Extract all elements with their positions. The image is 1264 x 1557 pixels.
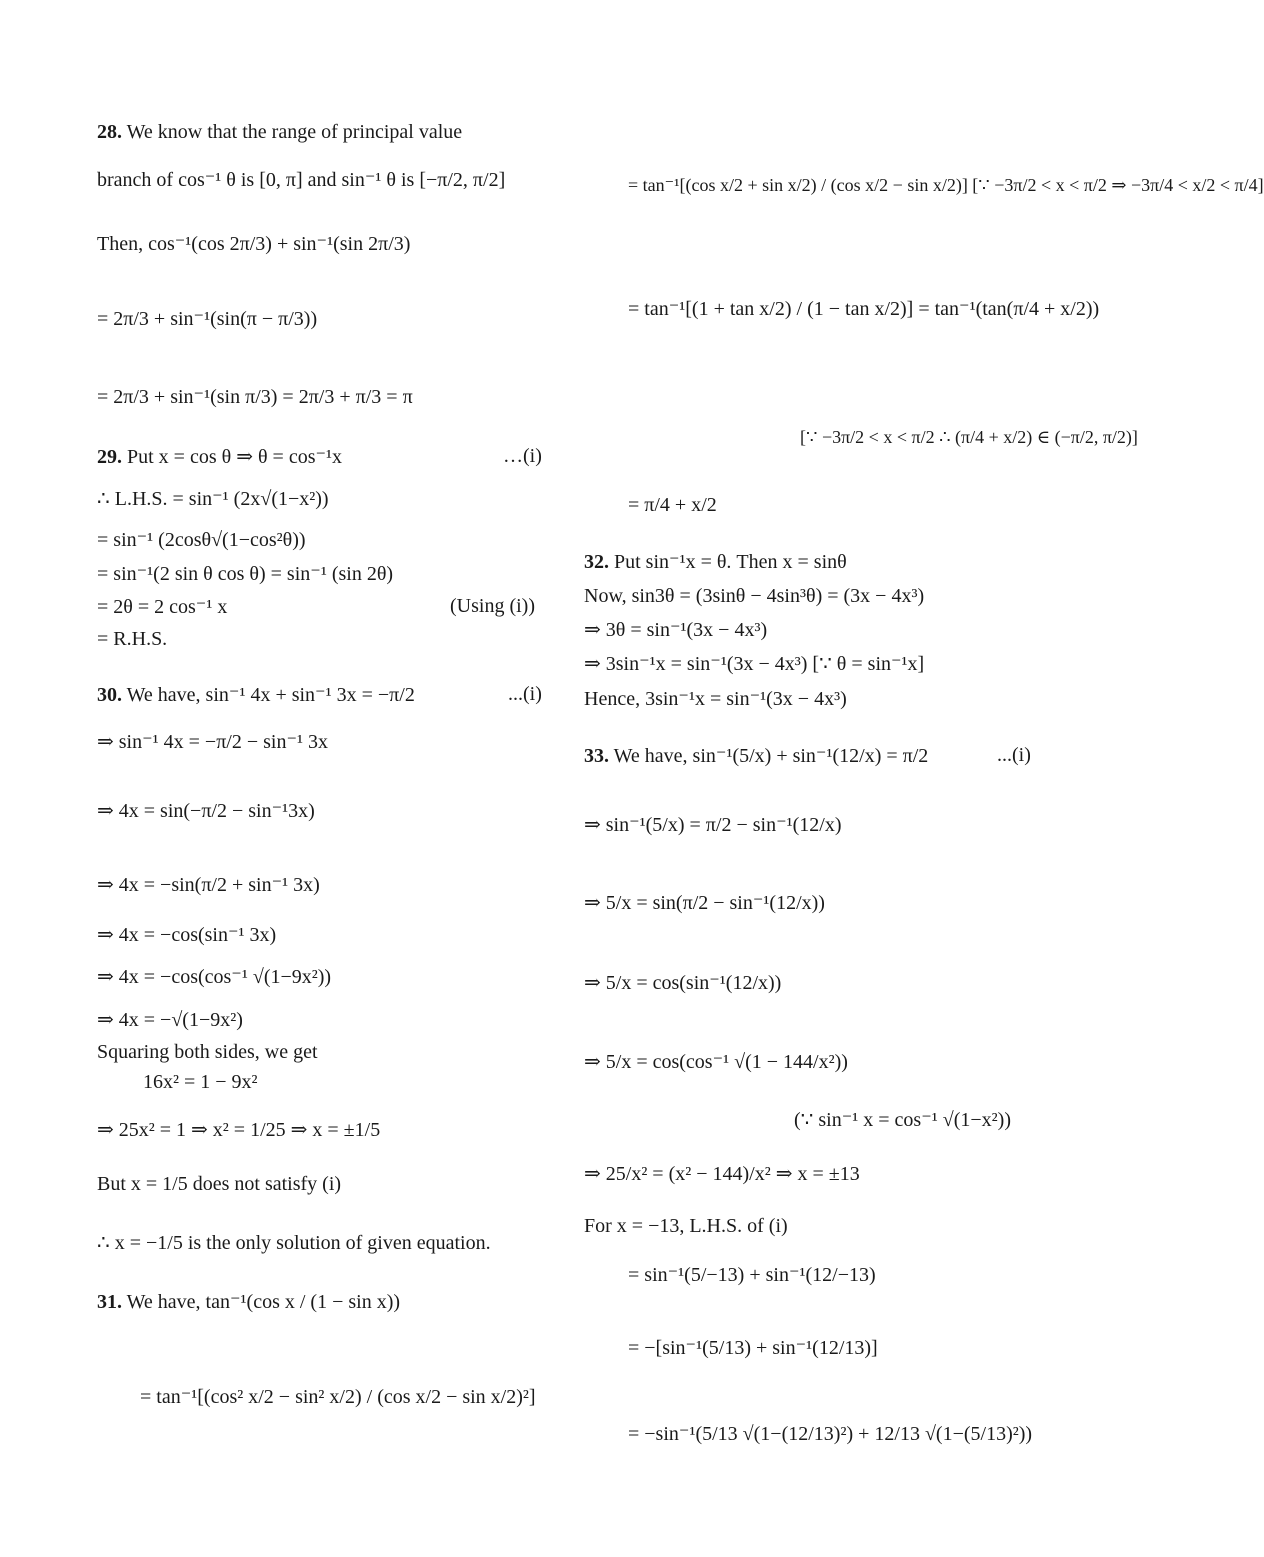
q33-line-2: ⇒ sin⁻¹(5/x) = π/2 − sin⁻¹(12/x) — [584, 814, 842, 836]
q33-line-7: ⇒ 25/x² = (x² − 144)/x² ⇒ x = ±13 — [584, 1163, 860, 1185]
q33-line-4: ⇒ 5/x = cos(sin⁻¹(12/x)) — [584, 972, 782, 994]
q33-line-11: = −sin⁻¹(5/13 √(1−(12/13)²) + 12/13 √(1−(5/13)²)) — [628, 1423, 1033, 1445]
q30-tag-i: ...(i) — [508, 683, 542, 705]
q30-line-6: ⇒ 4x = −cos(cos⁻¹ √(1−9x²)) — [97, 966, 332, 988]
q33-line-3: ⇒ 5/x = sin(π/2 − sin⁻¹(12/x)) — [584, 892, 825, 914]
q30-line-11: But x = 1/5 does not satisfy (i) — [97, 1173, 342, 1195]
q29-line-4: = sin⁻¹(2 sin θ cos θ) = sin⁻¹ (sin 2θ) — [97, 563, 394, 585]
q29-tag-using: (Using (i)) — [450, 595, 535, 617]
q28-line-5: = 2π/3 + sin⁻¹(sin π/3) = 2π/3 + π/3 = π — [97, 386, 413, 408]
q33-line-1: 33. We have, sin⁻¹(5/x) + sin⁻¹(12/x) = π/2 — [584, 745, 929, 767]
q33-tag-i: ...(i) — [997, 744, 1031, 766]
q31-line-1: 31. We have, tan⁻¹(cos x / (1 − sin x)) — [97, 1291, 401, 1313]
question-number: 31. — [97, 1291, 122, 1313]
q33-line-9: = sin⁻¹(5/−13) + sin⁻¹(12/−13) — [628, 1264, 876, 1286]
q30-line-1: 30. We have, sin⁻¹ 4x + sin⁻¹ 3x = −π/2 — [97, 684, 415, 706]
q31-cont-line-4: = π/4 + x/2 — [628, 494, 717, 516]
q31-cont-line-3: [∵ −3π/2 < x < π/2 ∴ (π/4 + x/2) ∈ (−π/2, π/2)] — [800, 427, 1138, 447]
q29-line-6: = R.H.S. — [97, 628, 168, 650]
q29-line-2: ∴ L.H.S. = sin⁻¹ (2x√(1−x²)) — [97, 488, 329, 510]
q30-line-3: ⇒ 4x = sin(−π/2 − sin⁻¹3x) — [97, 800, 315, 822]
q31-line-2: = tan⁻¹[(cos² x/2 − sin² x/2) / (cos x/2 − sin x/2)²] — [140, 1386, 536, 1408]
q30-line-5: ⇒ 4x = −cos(sin⁻¹ 3x) — [97, 924, 277, 946]
q31-cont-line-2: = tan⁻¹[(1 + tan x/2) / (1 − tan x/2)] = tan⁻¹(tan(π/4 + x/2)) — [628, 298, 1100, 320]
q32-line-3: ⇒ 3θ = sin⁻¹(3x − 4x³) — [584, 619, 768, 641]
question-number: 33. — [584, 745, 609, 767]
q29-tag-i: …(i) — [503, 445, 542, 467]
q28-line-2: branch of cos⁻¹ θ is [0, π] and sin⁻¹ θ is [−π/2, π/2] — [97, 169, 506, 191]
q29-line-5: = 2θ = 2 cos⁻¹ x — [97, 596, 228, 618]
q30-line-10: ⇒ 25x² = 1 ⇒ x² = 1/25 ⇒ x = ±1/5 — [97, 1119, 381, 1141]
q30-line-2: ⇒ sin⁻¹ 4x = −π/2 − sin⁻¹ 3x — [97, 731, 329, 753]
q29-line-1: 29. Put x = cos θ ⇒ θ = cos⁻¹x — [97, 446, 343, 468]
q28-line-1: 28. We know that the range of principal value — [97, 121, 463, 143]
question-number: 30. — [97, 684, 122, 706]
q29-line-3: = sin⁻¹ (2cosθ√(1−cos²θ)) — [97, 529, 306, 551]
q32-line-4: ⇒ 3sin⁻¹x = sin⁻¹(3x − 4x³) [∵ θ = sin⁻¹x] — [584, 653, 925, 675]
question-number: 28. — [97, 121, 122, 143]
question-number: 29. — [97, 446, 122, 468]
q28-line-3: Then, cos⁻¹(cos 2π/3) + sin⁻¹(sin 2π/3) — [97, 233, 411, 255]
q30-line-4: ⇒ 4x = −sin(π/2 + sin⁻¹ 3x) — [97, 874, 320, 896]
q33-line-5: ⇒ 5/x = cos(cos⁻¹ √(1 − 144/x²)) — [584, 1051, 848, 1073]
q32-line-5: Hence, 3sin⁻¹x = sin⁻¹(3x − 4x³) — [584, 688, 847, 710]
question-number: 32. — [584, 551, 609, 573]
q30-line-12: ∴ x = −1/5 is the only solution of given equation. — [97, 1232, 491, 1254]
q32-line-2: Now, sin3θ = (3sinθ − 4sin³θ) = (3x − 4x³) — [584, 585, 925, 607]
q30-line-7: ⇒ 4x = −√(1−9x²) — [97, 1009, 243, 1031]
q33-line-8: For x = −13, L.H.S. of (i) — [584, 1215, 788, 1237]
q32-line-1: 32. Put sin⁻¹x = θ. Then x = sinθ — [584, 551, 847, 573]
q28-line-4: = 2π/3 + sin⁻¹(sin(π − π/3)) — [97, 308, 318, 330]
q30-line-8: Squaring both sides, we get — [97, 1041, 318, 1063]
q33-line-10: = −[sin⁻¹(5/13) + sin⁻¹(12/13)] — [628, 1337, 878, 1359]
q30-line-9: 16x² = 1 − 9x² — [143, 1071, 258, 1093]
q31-cont-line-1: = tan⁻¹[(cos x/2 + sin x/2) / (cos x/2 − sin x/2)] [∵ −3π/2 < x < π/2 ⇒ −3π/4 < x/2 < π/4] — [628, 175, 1264, 195]
q33-line-6: (∵ sin⁻¹ x = cos⁻¹ √(1−x²)) — [794, 1109, 1012, 1131]
